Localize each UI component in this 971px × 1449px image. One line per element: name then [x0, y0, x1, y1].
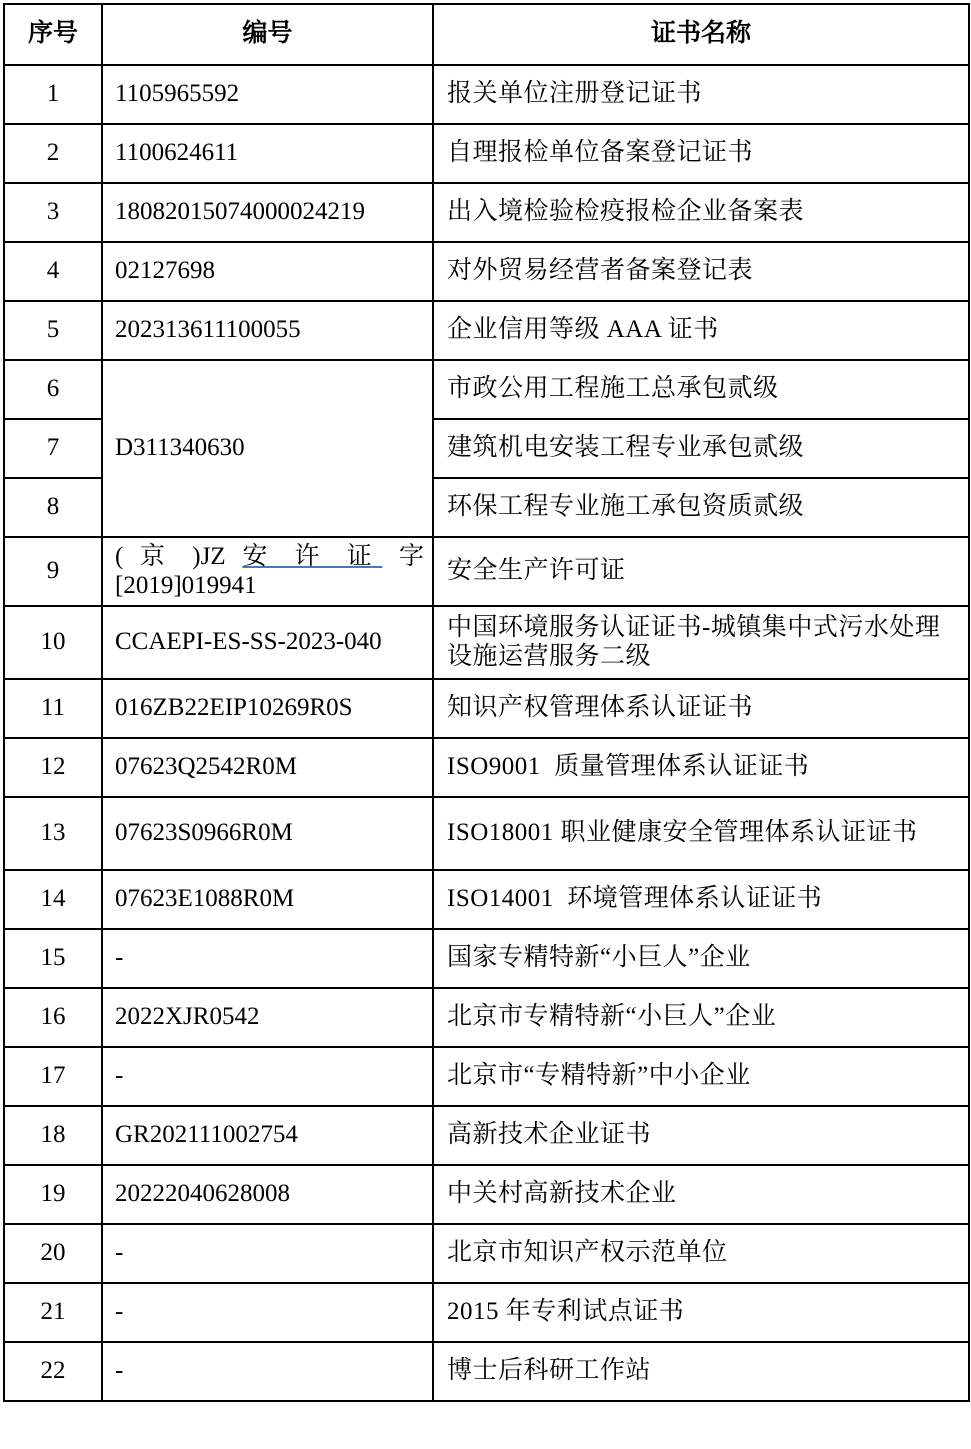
license-prefix: ( 京 )JZ — [115, 542, 226, 570]
table-row — [4, 679, 969, 738]
row-cert-name: ISO14001 环境管理体系认证证书 — [433, 870, 969, 929]
row-seq: 10 — [4, 606, 102, 679]
table-row — [4, 988, 969, 1047]
row-seq: 6 — [4, 360, 102, 419]
row-seq: 16 — [4, 988, 102, 1047]
table-row — [4, 360, 969, 419]
table-row — [4, 797, 969, 870]
row-cert-name: 北京市专精特新“小巨人”企业 — [433, 988, 969, 1047]
row-number: - — [102, 929, 433, 988]
table-row — [4, 738, 969, 797]
row-number: 18082015074000024219 — [102, 183, 433, 242]
license-number-line2: [2019]019941 — [115, 571, 257, 599]
row-cert-name: 自理报检单位备案登记证书 — [433, 124, 969, 183]
row-cert-name: 企业信用等级 AAA 证书 — [433, 301, 969, 360]
row-seq: 4 — [4, 242, 102, 301]
row-number: 02127698 — [102, 242, 433, 301]
row-number: 202313611100055 — [102, 301, 433, 360]
row-cert-name: 北京市知识产权示范单位 — [433, 1224, 969, 1283]
row-seq: 12 — [4, 738, 102, 797]
row-cert-name: 环保工程专业施工承包资质贰级 — [433, 478, 969, 537]
row-cert-name: 北京市“专精特新”中小企业 — [433, 1047, 969, 1106]
table-row — [4, 183, 969, 242]
row-cert-name: 安全生产许可证 — [433, 537, 969, 606]
row-seq: 18 — [4, 1106, 102, 1165]
row-cert-name: 市政公用工程施工总承包贰级 — [433, 360, 969, 419]
header-seq: 序号 — [4, 4, 102, 65]
table-row — [4, 242, 969, 301]
header-row — [4, 4, 969, 65]
row-number-merged: D311340630 — [102, 360, 433, 537]
certificate-table — [3, 3, 970, 1402]
header-cert-name: 证书名称 — [433, 4, 969, 65]
row-cert-name: 高新技术企业证书 — [433, 1106, 969, 1165]
table-row — [4, 124, 969, 183]
row-cert-name: 中国环境服务认证证书-城镇集中式污水处理设施运营服务二级 — [433, 606, 969, 679]
row-seq: 5 — [4, 301, 102, 360]
row-seq: 8 — [4, 478, 102, 537]
row-cert-name: 中关村高新技术企业 — [433, 1165, 969, 1224]
row-cert-name: 对外贸易经营者备案登记表 — [433, 242, 969, 301]
table-row — [4, 1106, 969, 1165]
table-row — [4, 870, 969, 929]
row-seq: 17 — [4, 1047, 102, 1106]
table-row — [4, 537, 969, 606]
table-row — [4, 1283, 969, 1342]
row-seq: 3 — [4, 183, 102, 242]
row-seq: 2 — [4, 124, 102, 183]
row-cert-name: 报关单位注册登记证书 — [433, 65, 969, 124]
row-seq: 14 — [4, 870, 102, 929]
row-seq: 20 — [4, 1224, 102, 1283]
table-row — [4, 1047, 969, 1106]
row-number: - — [102, 1047, 433, 1106]
table-row — [4, 65, 969, 124]
header-number: 编号 — [102, 4, 433, 65]
row-seq: 15 — [4, 929, 102, 988]
table-row — [4, 1165, 969, 1224]
row-cert-name: 2015 年专利试点证书 — [433, 1283, 969, 1342]
table-row — [4, 606, 969, 679]
row-number: - — [102, 1224, 433, 1283]
row-number: - — [102, 1283, 433, 1342]
table-row — [4, 1224, 969, 1283]
row-cert-name: 国家专精特新“小巨人”企业 — [433, 929, 969, 988]
table-row — [4, 301, 969, 360]
row-cert-name: 出入境检验检疫报检企业备案表 — [433, 183, 969, 242]
row-seq: 11 — [4, 679, 102, 738]
row-number: GR202111002754 — [102, 1106, 433, 1165]
license-suffix: 字 — [399, 542, 425, 570]
row-seq: 1 — [4, 65, 102, 124]
table-row — [4, 1342, 969, 1401]
row-number: - — [102, 1342, 433, 1401]
row-number: CCAEPI-ES-SS-2023-040 — [102, 606, 433, 679]
row-cert-name: ISO18001 职业健康安全管理体系认证证书 — [433, 797, 969, 870]
row-number: 2022XJR0542 — [102, 988, 433, 1047]
row-number: 07623S0966R0M — [102, 797, 433, 870]
row-number — [102, 537, 433, 606]
table-row — [4, 929, 969, 988]
row-seq: 21 — [4, 1283, 102, 1342]
row-seq: 19 — [4, 1165, 102, 1224]
row-cert-name: 博士后科研工作站 — [433, 1342, 969, 1401]
row-cert-name: 知识产权管理体系认证证书 — [433, 679, 969, 738]
row-seq: 13 — [4, 797, 102, 870]
row-number: 1105965592 — [102, 65, 433, 124]
row-seq: 7 — [4, 419, 102, 478]
row-number: 07623Q2542R0M — [102, 738, 433, 797]
row-cert-name: ISO9001 质量管理体系认证证书 — [433, 738, 969, 797]
row-number: 20222040628008 — [102, 1165, 433, 1224]
row-number: 1100624611 — [102, 124, 433, 183]
row-number: 016ZB22EIP10269R0S — [102, 679, 433, 738]
row-number: 07623E1088R0M — [102, 870, 433, 929]
row-seq: 22 — [4, 1342, 102, 1401]
row-seq: 9 — [4, 537, 102, 606]
license-number-line1 — [115, 543, 424, 572]
row-cert-name: 建筑机电安装工程专业承包贰级 — [433, 419, 969, 478]
license-underlined-text: 安 许 证 — [242, 542, 383, 570]
